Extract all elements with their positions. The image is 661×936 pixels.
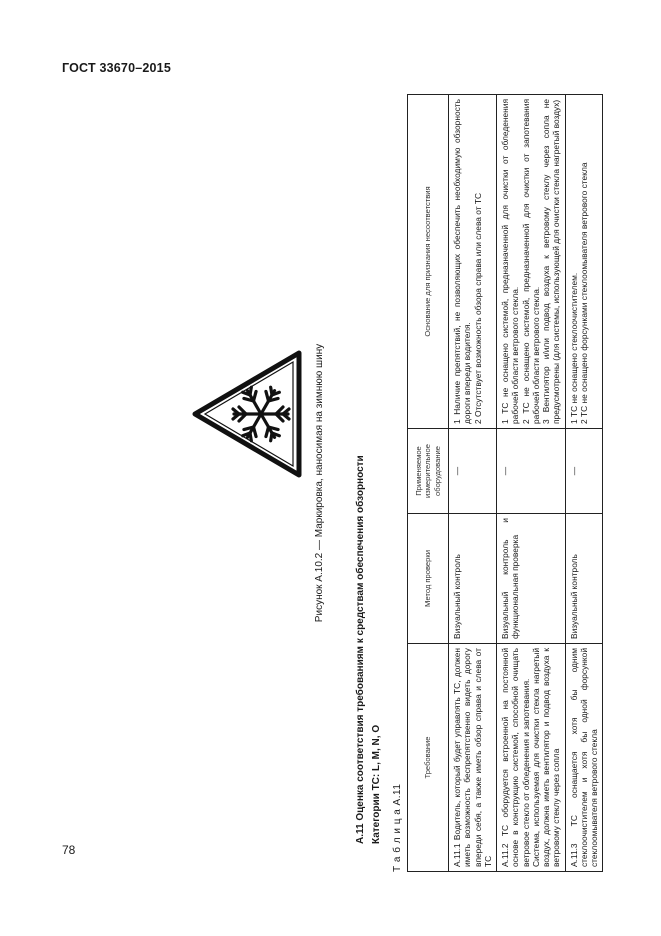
cell-equipment: —	[565, 429, 603, 514]
cell-equipment: —	[497, 429, 566, 514]
cell-basis: 1 ТС не оснащено стеклоочистителем. 2 ТС не оснащено форсунками стеклоомывателя ветрового стекла	[565, 95, 603, 429]
cell-method: Визуальный контроль	[565, 514, 603, 644]
section-categories: Категории ТС: L, M, N, O	[371, 724, 382, 844]
table-header-row	[408, 95, 449, 872]
header-equipment: Применяемое измерительное оборудование	[408, 429, 449, 514]
figure	[98, 94, 358, 872]
snowflake-warning-icon	[191, 349, 303, 479]
cell-requirement: А.11.3 ТС оснащается хотя бы одним стеклоочистителем и хотя бы одной форсункой стеклоомывателя ветрового стекла	[565, 644, 603, 872]
page-number: 78	[62, 843, 76, 857]
cell-basis: 1 ТС не оснащено системой, предназначенной для очистки от обледенения рабочей области ветрового стекла. 2 ТС не оснащено системой, предназначенной для очистки от запотевания рабочей области ветрового стекла. 3 Вентилятор и/или подвод воздуха к ветровому стеклу через сопла не предусмотрены (для системы, использующей для очистки стекла нагретый воздух)	[497, 95, 566, 429]
cell-method: Визуальный контроль и функциональная проверка	[497, 514, 566, 644]
document-code: ГОСТ 33670–2015	[62, 61, 171, 75]
header-method: Метод проверки	[408, 514, 449, 644]
header-basis: Основание для признания несоответствия	[408, 95, 449, 429]
table-row	[565, 95, 603, 872]
table-row	[449, 95, 497, 872]
header-requirement: Требование	[408, 644, 449, 872]
requirements-table	[407, 94, 603, 872]
cell-basis: 1 Наличие препятствий, не позволяющих обеспечить необходимую обзорность дороги впереди водителя. 2 Отсутствует возможность обзора справа или слева от ТС	[449, 95, 497, 429]
rotated-content	[98, 94, 599, 872]
figure-caption: Рисунок А.10.2 — Маркировка, наносимая на зимнюю шину	[314, 343, 325, 623]
cell-method: Визуальный контроль	[449, 514, 497, 644]
section-title: А.11 Оценка соответствия требованиям к средствам обеспечения обзорности	[355, 455, 366, 844]
table-row	[497, 95, 566, 872]
table-label: Т а б л и ц а А.11	[392, 783, 403, 872]
cell-requirement: А.11.2 ТС оборудуется встроенной на постоянной основе в конструкцию системой, способной очищать ветровое стекло от обледенения и запотевания. Система, используемая для очистки стекла нагретый воздух, должна иметь вентилятор и подвод воздуха к ветровому стеклу через сопла	[497, 644, 566, 872]
cell-requirement: А.11.1 Водитель, который будет управлять ТС, должен иметь возможность беспрепятственно видеть дорогу впереди себя, а также иметь обзор справа и слева от ТС	[449, 644, 497, 872]
cell-equipment: —	[449, 429, 497, 514]
